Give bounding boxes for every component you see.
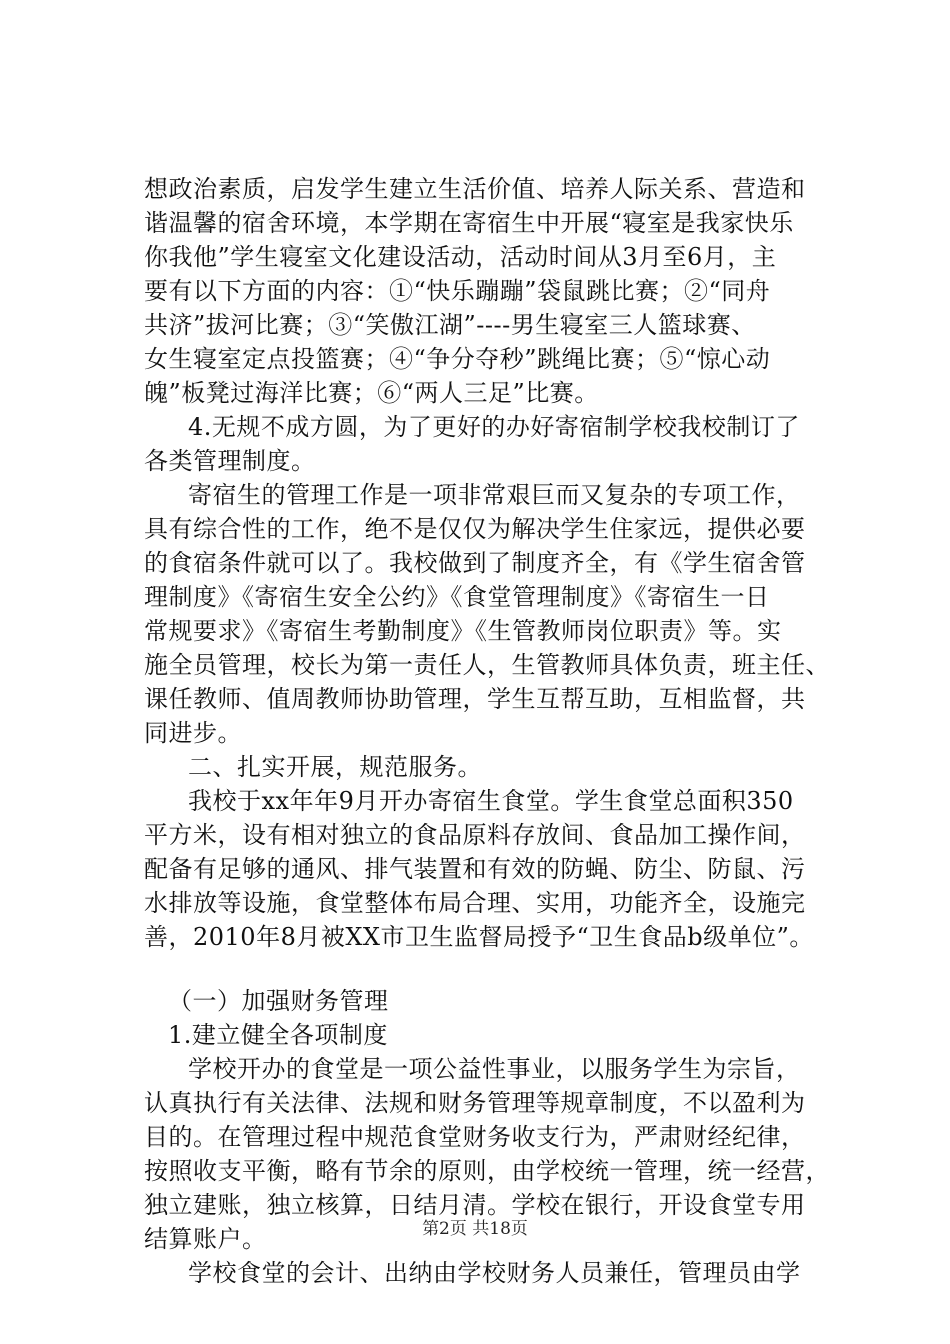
text-line: 要有以下方面的内容：①“快乐蹦蹦”袋鼠跳比赛；②“同舟	[144, 277, 771, 305]
text-line: 目的。在管理过程中规范食堂财务收支行为，严肃财经纪律，	[144, 1123, 806, 1151]
text-line: 按照收支平衡，略有节余的原则，由学校统一管理，统一经营，	[144, 1157, 830, 1185]
text-line: 同进步。	[144, 719, 242, 747]
text-line: 学校开办的食堂是一项公益性事业，以服务学生为宗旨，	[188, 1055, 801, 1083]
text-line: 水排放等设施，食堂整体布局合理、实用，功能齐全，设施完	[144, 889, 806, 917]
text-line: 我校于xx年年9月开办寄宿生食堂。学生食堂总面积350	[188, 787, 794, 815]
section-heading: 二、扎实开展，规范服务。	[188, 753, 482, 781]
text-line: 谐温馨的宿舍环境，本学期在寄宿生中开展“寝室是我家快乐	[144, 209, 794, 237]
text-line: 理制度》《寄宿生安全公约》《食堂管理制度》《寄宿生一日	[144, 583, 770, 611]
subsection-heading: （一）加强财务管理	[168, 987, 389, 1015]
text-line: 魄”板凳过海洋比赛；⑥“两人三足”比赛。	[144, 379, 599, 407]
text-line: 平方米，设有相对独立的食品原料存放间、食品加工操作间，	[144, 821, 806, 849]
text-line: 各类管理制度。	[144, 447, 316, 475]
text-line: 学校食堂的会计、出纳由学校财务人员兼任，管理员由学	[188, 1259, 801, 1287]
text-line: 结算账户。	[144, 1225, 267, 1253]
paragraph-gap	[144, 954, 824, 984]
document-body	[144, 172, 830, 1290]
text-line: 具有综合性的工作，绝不是仅仅为解决学生住家远，提供必要	[144, 515, 806, 543]
page-number-footer: 第2页 共18页	[422, 1219, 528, 1239]
text-line: 寄宿生的管理工作是一项非常艰巨而又复杂的专项工作，	[188, 481, 801, 509]
text-line: 女生寝室定点投篮赛；④“争分夺秒”跳绳比赛；⑤“惊心动	[144, 345, 771, 373]
text-line: 认真执行有关法律、法规和财务管理等规章制度，不以盈利为	[144, 1089, 806, 1117]
text-line: 想政治素质，启发学生建立生活价值、培养人际关系、营造和	[144, 175, 806, 203]
text-line: 4.无规不成方圆，为了更好的办好寄宿制学校我校制订了	[188, 413, 800, 441]
subsection-heading: 1.建立健全各项制度	[168, 1021, 388, 1049]
text-line: 你我他”学生寝室文化建设活动，活动时间从3月至6月，主	[144, 243, 777, 271]
text-line: 常规要求》《寄宿生考勤制度》《生管教师岗位职责》等。实	[144, 617, 782, 645]
text-line: 配备有足够的通风、排气装置和有效的防蝇、防尘、防鼠、污	[144, 855, 806, 883]
text-line: 施全员管理，校长为第一责任人，生管教师具体负责，班主任、	[144, 651, 830, 679]
text-line: 善，2010年8月被XX市卫生监督局授予“卫生食品b级单位”。	[144, 923, 814, 951]
text-line: 的食宿条件就可以了。我校做到了制度齐全，有《学生宿舍管	[144, 549, 806, 577]
text-line: 课任教师、值周教师协助管理，学生互帮互助，互相监督，共	[144, 685, 806, 713]
text-line: 独立建账，独立核算，日结月清。学校在银行，开设食堂专用	[144, 1191, 806, 1219]
text-line: 共济”拔河比赛；③“笑傲江湖”----男生寝室三人篮球赛、	[144, 311, 756, 339]
